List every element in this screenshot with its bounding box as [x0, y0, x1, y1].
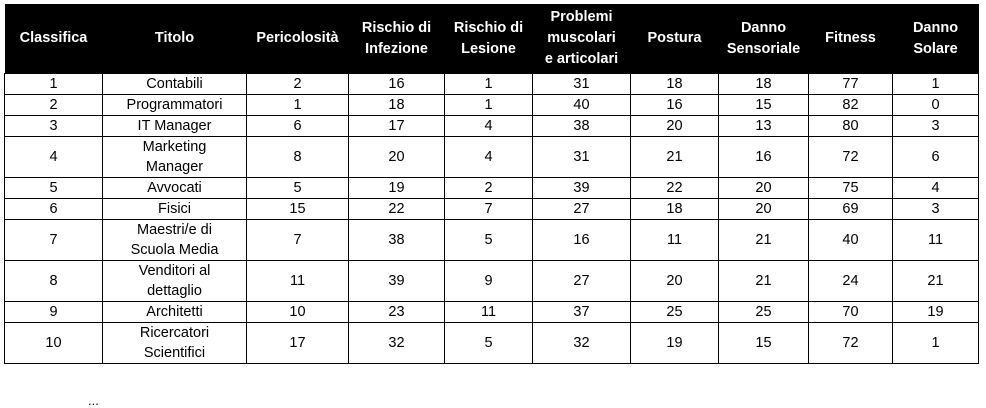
cell-rischio-lesione: 2: [445, 178, 533, 199]
cell-pericolosita: 8: [247, 137, 349, 178]
cell-postura: 11: [631, 220, 719, 261]
cell-classifica: 6: [5, 199, 103, 220]
header-titolo: Titolo: [103, 4, 247, 74]
table-row: [5, 74, 979, 95]
cell-fitness: 82: [809, 95, 893, 116]
cell-fitness: 70: [809, 302, 893, 323]
cell-danno-sensoriale: 21: [719, 220, 809, 261]
cell-problemi-muscolari: 32: [533, 323, 631, 364]
cell-rischio-infezione: 18: [349, 95, 445, 116]
cell-rischio-lesione: 11: [445, 302, 533, 323]
cell-danno-solare: 11: [893, 220, 979, 261]
cell-danno-solare: 1: [893, 323, 979, 364]
cell-rischio-lesione: 4: [445, 137, 533, 178]
cell-problemi-muscolari: 39: [533, 178, 631, 199]
cell-fitness: 72: [809, 323, 893, 364]
cell-problemi-muscolari: 31: [533, 137, 631, 178]
table-row: [5, 261, 979, 302]
cell-rischio-infezione: 17: [349, 116, 445, 137]
cell-danno-sensoriale: 13: [719, 116, 809, 137]
table-row: [5, 137, 979, 178]
cell-postura: 21: [631, 137, 719, 178]
cell-danno-sensoriale: 15: [719, 323, 809, 364]
cell-postura: 18: [631, 199, 719, 220]
cell-rischio-infezione: 19: [349, 178, 445, 199]
table-row: [5, 95, 979, 116]
cell-titolo: Marketing Manager: [103, 137, 247, 178]
cell-postura: 16: [631, 95, 719, 116]
table-row: [5, 302, 979, 323]
cell-danno-solare: 21: [893, 261, 979, 302]
cell-problemi-muscolari: 27: [533, 261, 631, 302]
cell-problemi-muscolari: 31: [533, 74, 631, 95]
cell-fitness: 72: [809, 137, 893, 178]
cell-danno-solare: 0: [893, 95, 979, 116]
table-row: [5, 116, 979, 137]
header-rischio-lesione: Rischio di Lesione: [445, 4, 533, 74]
header-rischio-infezione: Rischio di Infezione: [349, 4, 445, 74]
cell-danno-solare: 4: [893, 178, 979, 199]
cell-problemi-muscolari: 37: [533, 302, 631, 323]
header-problemi-muscolari: Problemi muscolari e articolari: [533, 4, 631, 74]
cell-rischio-infezione: 39: [349, 261, 445, 302]
cell-fitness: 69: [809, 199, 893, 220]
cell-postura: 22: [631, 178, 719, 199]
cell-classifica: 9: [5, 302, 103, 323]
table-row: [5, 178, 979, 199]
cell-postura: 18: [631, 74, 719, 95]
cell-pericolosita: 6: [247, 116, 349, 137]
cell-classifica: 2: [5, 95, 103, 116]
cell-danno-solare: 1: [893, 74, 979, 95]
cell-danno-sensoriale: 20: [719, 178, 809, 199]
header-fitness: Fitness: [809, 4, 893, 74]
cell-fitness: 40: [809, 220, 893, 261]
cell-danno-solare: 3: [893, 116, 979, 137]
cell-rischio-infezione: 20: [349, 137, 445, 178]
header-classifica: Classifica: [5, 4, 103, 74]
cell-fitness: 80: [809, 116, 893, 137]
cell-rischio-lesione: 5: [445, 220, 533, 261]
cell-problemi-muscolari: 16: [533, 220, 631, 261]
cell-titolo: Ricercatori Scientifici: [103, 323, 247, 364]
cell-pericolosita: 15: [247, 199, 349, 220]
cell-danno-sensoriale: 18: [719, 74, 809, 95]
cell-rischio-infezione: 23: [349, 302, 445, 323]
cell-pericolosita: 10: [247, 302, 349, 323]
cell-postura: 25: [631, 302, 719, 323]
cell-classifica: 3: [5, 116, 103, 137]
cell-rischio-lesione: 1: [445, 95, 533, 116]
cell-classifica: 4: [5, 137, 103, 178]
cell-rischio-lesione: 7: [445, 199, 533, 220]
header-row: [5, 4, 979, 74]
cell-pericolosita: 5: [247, 178, 349, 199]
cell-problemi-muscolari: 38: [533, 116, 631, 137]
cell-pericolosita: 7: [247, 220, 349, 261]
cell-rischio-lesione: 9: [445, 261, 533, 302]
cell-titolo: Venditori al dettaglio: [103, 261, 247, 302]
cell-problemi-muscolari: 40: [533, 95, 631, 116]
cell-rischio-infezione: 16: [349, 74, 445, 95]
cell-danno-sensoriale: 25: [719, 302, 809, 323]
cell-danno-sensoriale: 21: [719, 261, 809, 302]
table-row: [5, 220, 979, 261]
cell-classifica: 7: [5, 220, 103, 261]
cell-danno-solare: 19: [893, 302, 979, 323]
cell-titolo: Fisici: [103, 199, 247, 220]
cell-danno-sensoriale: 16: [719, 137, 809, 178]
cell-pericolosita: 11: [247, 261, 349, 302]
cell-danno-sensoriale: 15: [719, 95, 809, 116]
table-row: [5, 323, 979, 364]
cell-titolo: IT Manager: [103, 116, 247, 137]
header-postura: Postura: [631, 4, 719, 74]
cell-postura: 20: [631, 116, 719, 137]
cell-fitness: 75: [809, 178, 893, 199]
cell-titolo: Contabili: [103, 74, 247, 95]
footnote-partial: ...: [88, 393, 99, 408]
cell-classifica: 5: [5, 178, 103, 199]
cell-pericolosita: 17: [247, 323, 349, 364]
cell-titolo: Avvocati: [103, 178, 247, 199]
header-pericolosita: Pericolosità: [247, 4, 349, 74]
jobs-table: [4, 4, 979, 364]
cell-titolo: Architetti: [103, 302, 247, 323]
cell-postura: 19: [631, 323, 719, 364]
cell-problemi-muscolari: 27: [533, 199, 631, 220]
cell-classifica: 1: [5, 74, 103, 95]
cell-fitness: 24: [809, 261, 893, 302]
cell-danno-sensoriale: 20: [719, 199, 809, 220]
cell-titolo: Programmatori: [103, 95, 247, 116]
cell-classifica: 8: [5, 261, 103, 302]
cell-danno-solare: 6: [893, 137, 979, 178]
cell-postura: 20: [631, 261, 719, 302]
cell-titolo: Maestri/e di Scuola Media: [103, 220, 247, 261]
cell-fitness: 77: [809, 74, 893, 95]
cell-pericolosita: 2: [247, 74, 349, 95]
cell-danno-solare: 3: [893, 199, 979, 220]
header-danno-solare: Danno Solare: [893, 4, 979, 74]
cell-rischio-infezione: 22: [349, 199, 445, 220]
cell-classifica: 10: [5, 323, 103, 364]
cell-rischio-infezione: 32: [349, 323, 445, 364]
header-danno-sensoriale: Danno Sensoriale: [719, 4, 809, 74]
cell-rischio-lesione: 4: [445, 116, 533, 137]
table-row: [5, 199, 979, 220]
cell-rischio-lesione: 5: [445, 323, 533, 364]
cell-pericolosita: 1: [247, 95, 349, 116]
cell-rischio-lesione: 1: [445, 74, 533, 95]
cell-rischio-infezione: 38: [349, 220, 445, 261]
